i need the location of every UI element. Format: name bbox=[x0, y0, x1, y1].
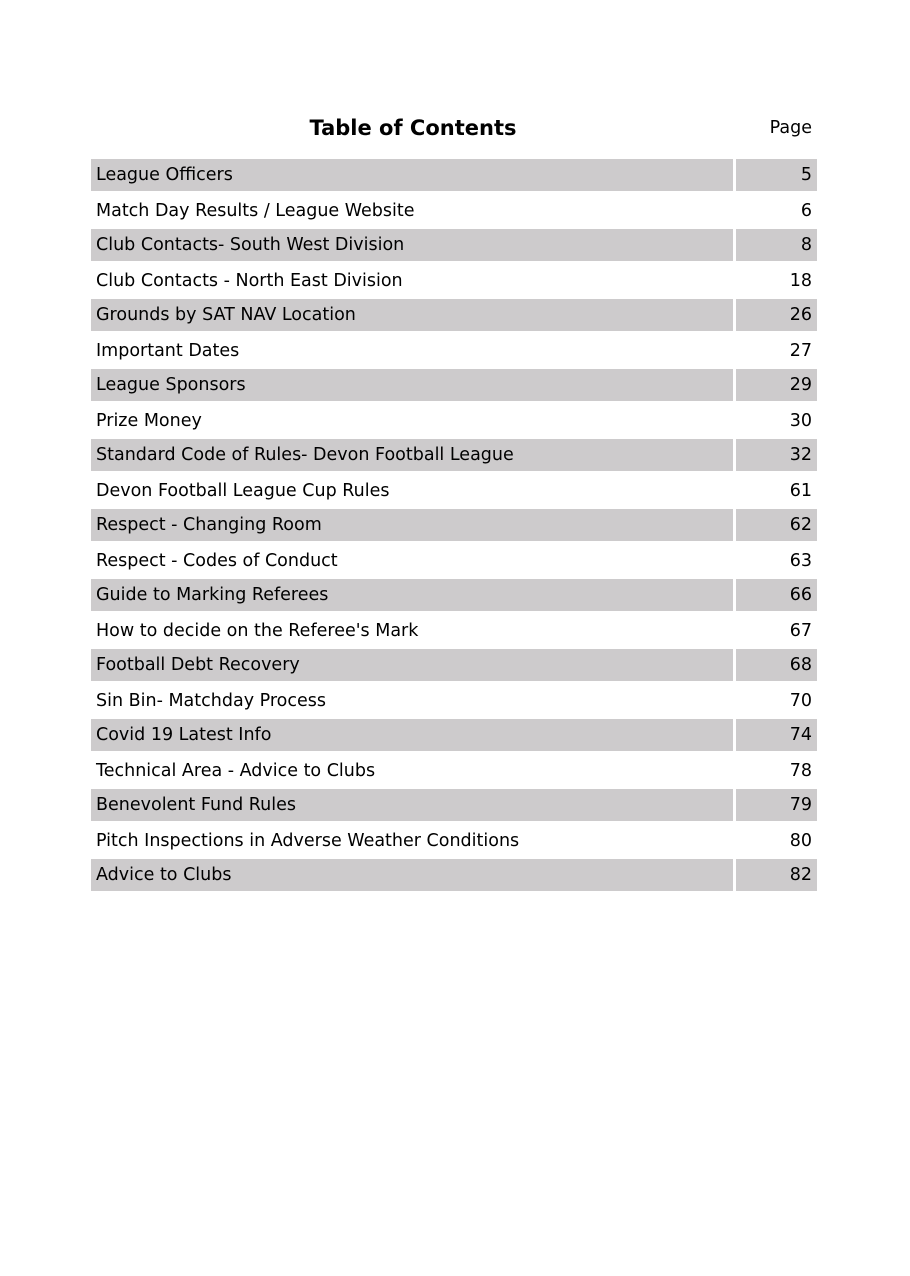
toc-entry[interactable] bbox=[91, 753, 817, 788]
toc-entry[interactable] bbox=[91, 438, 817, 473]
toc-entry-page: 61 bbox=[789, 480, 812, 501]
toc-entry-page: 67 bbox=[789, 620, 812, 641]
toc-entry[interactable] bbox=[91, 823, 817, 858]
toc-entry[interactable] bbox=[91, 718, 817, 753]
toc-entry-title: Respect - Codes of Conduct bbox=[96, 550, 338, 571]
toc-entry-title: Club Contacts - North East Division bbox=[96, 270, 403, 291]
toc-entry[interactable] bbox=[91, 333, 817, 368]
toc-entry-page: 27 bbox=[789, 340, 812, 361]
toc-entry[interactable] bbox=[91, 543, 817, 578]
toc-entry-title: Prize Money bbox=[96, 410, 202, 431]
page-column-header: Page bbox=[769, 118, 812, 138]
toc-entry-title: Technical Area - Advice to Clubs bbox=[96, 760, 376, 781]
toc-entry-title: Guide to Marking Referees bbox=[91, 579, 733, 611]
toc-entry-title: Standard Code of Rules- Devon Football League bbox=[91, 439, 733, 471]
toc-entry-page: 6 bbox=[800, 200, 812, 221]
toc-entry-title: Devon Football League Cup Rules bbox=[96, 480, 390, 501]
toc-entry[interactable] bbox=[91, 858, 817, 893]
toc-entry-title: Pitch Inspections in Adverse Weather Conditions bbox=[96, 830, 520, 851]
toc-entry-page: 80 bbox=[789, 830, 812, 851]
toc-entry[interactable] bbox=[91, 683, 817, 718]
toc-entry[interactable] bbox=[91, 158, 817, 193]
toc-entry-page: 70 bbox=[789, 690, 812, 711]
toc-entry[interactable] bbox=[91, 648, 817, 683]
toc-entry-page: 18 bbox=[789, 270, 812, 291]
toc-entry[interactable] bbox=[91, 508, 817, 543]
toc-entry-page: 30 bbox=[789, 410, 812, 431]
toc-list bbox=[91, 158, 817, 893]
toc-entry[interactable] bbox=[91, 263, 817, 298]
toc-entry[interactable] bbox=[91, 788, 817, 823]
toc-entry-title: Grounds by SAT NAV Location bbox=[91, 299, 733, 331]
toc-entry-title: Covid 19 Latest Info bbox=[91, 719, 733, 751]
toc-entry-page: 29 bbox=[736, 369, 817, 401]
toc-entry-page: 78 bbox=[789, 760, 812, 781]
toc-entry-page: 74 bbox=[736, 719, 817, 751]
table-of-contents bbox=[91, 108, 817, 893]
toc-entry-title: Match Day Results / League Website bbox=[96, 200, 415, 221]
toc-entry-page: 63 bbox=[789, 550, 812, 571]
toc-entry[interactable] bbox=[91, 578, 817, 613]
toc-entry[interactable] bbox=[91, 228, 817, 263]
toc-entry-page: 8 bbox=[736, 229, 817, 261]
toc-entry-title: Football Debt Recovery bbox=[91, 649, 733, 681]
toc-entry[interactable] bbox=[91, 403, 817, 438]
toc-entry-title: League Sponsors bbox=[91, 369, 733, 401]
toc-entry-page: 68 bbox=[736, 649, 817, 681]
toc-entry-page: 32 bbox=[736, 439, 817, 471]
toc-entry[interactable] bbox=[91, 368, 817, 403]
toc-entry-page: 82 bbox=[736, 859, 817, 891]
toc-entry[interactable] bbox=[91, 613, 817, 648]
toc-entry-title: Sin Bin- Matchday Process bbox=[96, 690, 326, 711]
toc-entry[interactable] bbox=[91, 298, 817, 333]
toc-entry-page: 79 bbox=[736, 789, 817, 821]
page-title: Table of Contents bbox=[309, 116, 517, 140]
toc-entry-title: League Officers bbox=[91, 159, 733, 191]
toc-header bbox=[91, 108, 817, 150]
toc-entry-page: 26 bbox=[736, 299, 817, 331]
toc-entry-title: Advice to Clubs bbox=[91, 859, 733, 891]
toc-entry-title: Club Contacts- South West Division bbox=[91, 229, 733, 261]
toc-entry[interactable] bbox=[91, 193, 817, 228]
toc-entry-page: 5 bbox=[736, 159, 817, 191]
toc-entry-title: How to decide on the Referee's Mark bbox=[96, 620, 419, 641]
toc-entry-title: Respect - Changing Room bbox=[91, 509, 733, 541]
toc-entry-page: 66 bbox=[736, 579, 817, 611]
toc-entry-title: Benevolent Fund Rules bbox=[91, 789, 733, 821]
toc-entry[interactable] bbox=[91, 473, 817, 508]
toc-entry-title: Important Dates bbox=[96, 340, 240, 361]
toc-entry-page: 62 bbox=[736, 509, 817, 541]
